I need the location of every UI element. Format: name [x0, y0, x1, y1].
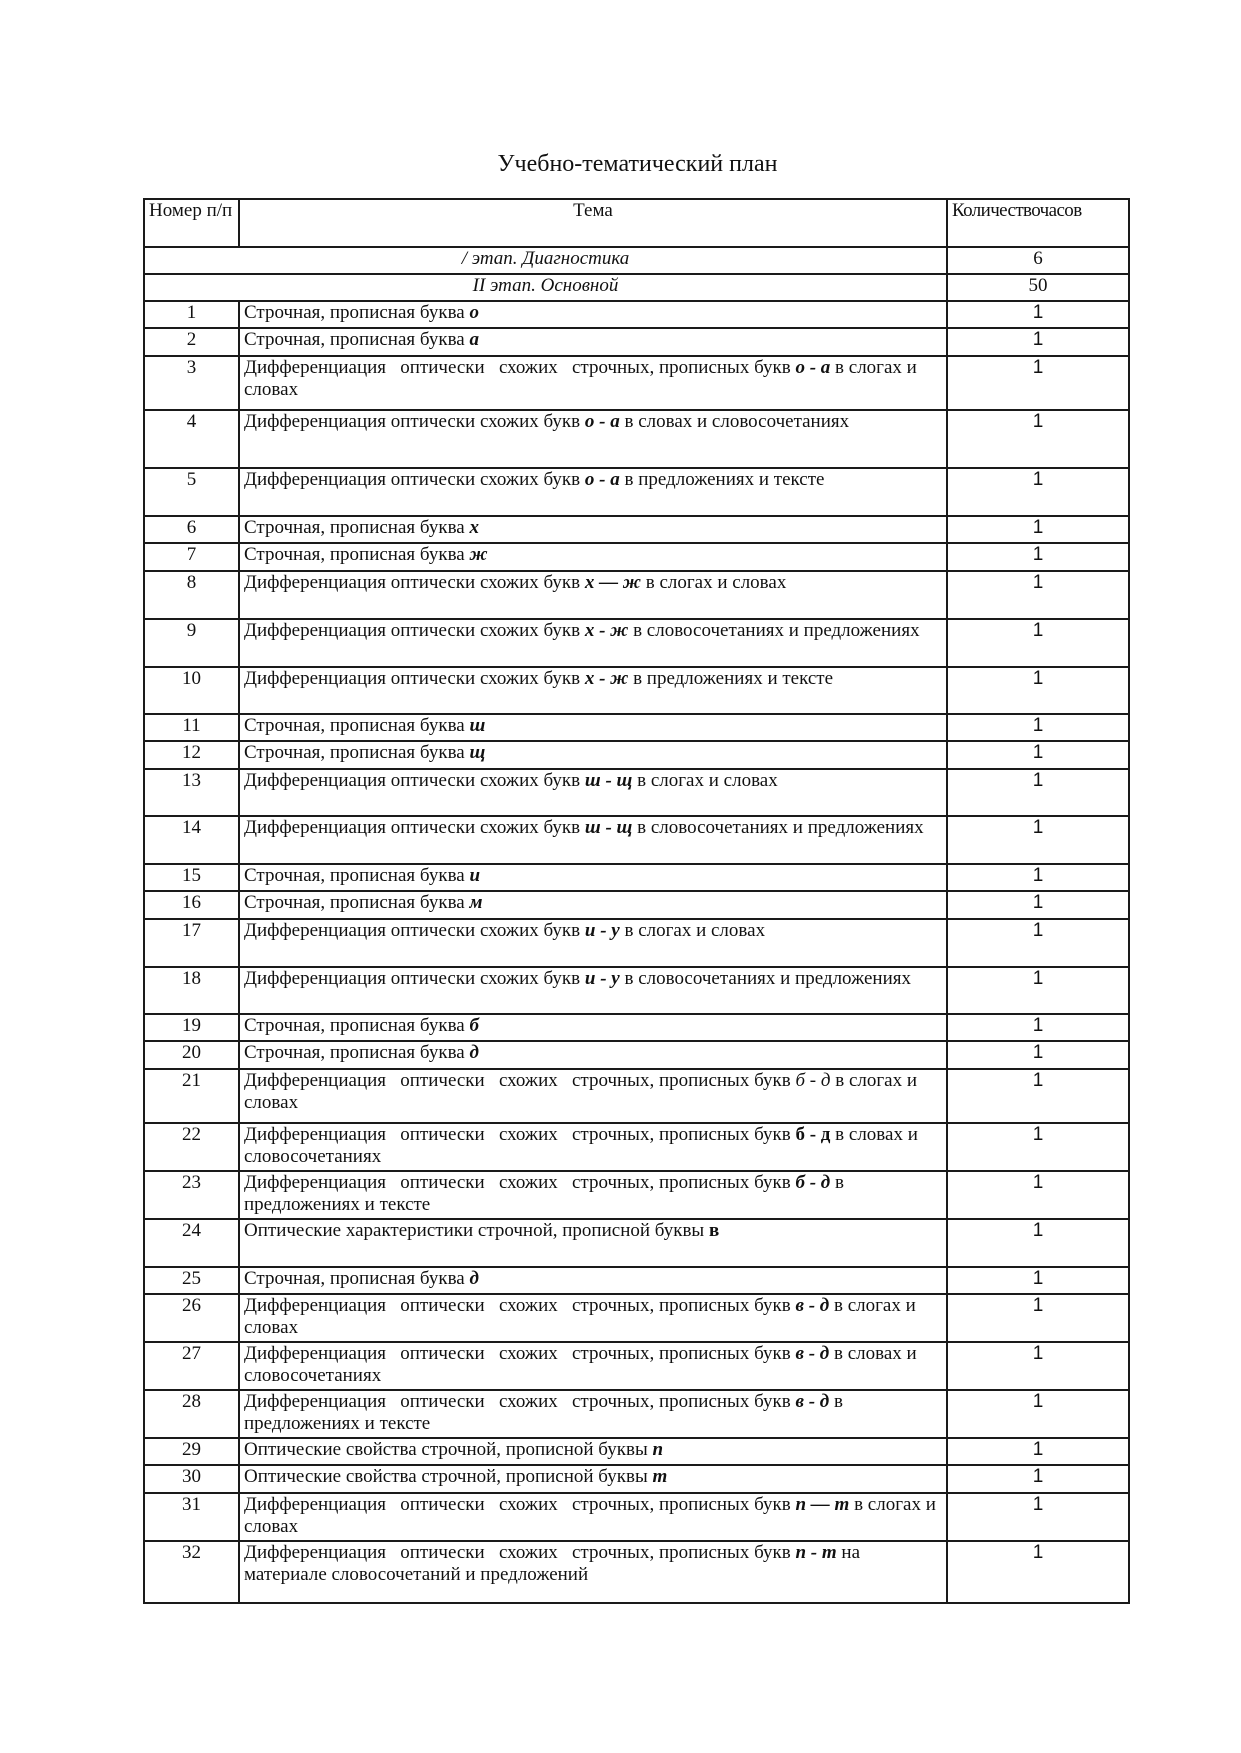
row-hours: 1: [947, 1267, 1129, 1294]
topic-text: Строчная, прописная буква: [244, 715, 470, 736]
topic-text-after: в слогах и словах: [640, 572, 787, 593]
row-hours: 1: [947, 769, 1129, 816]
table-row: [144, 919, 1129, 967]
table-row: [144, 516, 1129, 543]
row-hours: 1: [947, 1123, 1129, 1171]
table-row: [144, 356, 1129, 410]
row-hours: 1: [947, 1438, 1129, 1465]
topic-letters: ш - щ: [584, 770, 633, 791]
row-number: 25: [144, 1267, 239, 1294]
row-number: 4: [144, 410, 239, 468]
row-topic: [239, 571, 947, 619]
table-row: [144, 714, 1129, 741]
row-topic: [239, 619, 947, 667]
row-topic: [239, 1493, 947, 1541]
topic-letters: в - д: [795, 1391, 830, 1412]
topic-text: Строчная, прописная буква: [244, 302, 470, 323]
topic-letters: а: [469, 329, 479, 350]
row-topic: [239, 1294, 947, 1342]
row-hours: 1: [947, 468, 1129, 516]
row-number: 16: [144, 891, 239, 919]
topic-letters: в: [708, 1220, 720, 1241]
table-body: [144, 247, 1129, 1603]
row-hours: 1: [947, 356, 1129, 410]
topic-text-after: в предложениях и тексте: [619, 469, 825, 490]
topic-letters: д: [469, 1268, 479, 1289]
stage-hours: 50: [947, 274, 1129, 301]
row-number: 31: [144, 1493, 239, 1541]
row-topic: [239, 741, 947, 769]
row-number: 2: [144, 328, 239, 356]
page-title: Учебно-тематический план: [497, 151, 778, 177]
row-hours: 1: [947, 1342, 1129, 1390]
row-number: 18: [144, 967, 239, 1014]
topic-text-after: в словосочетаниях и предложениях: [628, 620, 920, 641]
topic-text-after: в предложениях и тексте: [244, 1172, 844, 1215]
topic-letters: х - ж: [584, 668, 629, 689]
topic-text: Дифференциация оптически схожих строчных, прописных букв: [244, 1070, 796, 1091]
topic-text: Строчная, прописная буква: [244, 544, 470, 565]
stage-name: / этап. Диагностика: [144, 247, 947, 274]
row-topic: [239, 1438, 947, 1465]
row-topic: [239, 667, 947, 714]
topic-text: Дифференциация оптически схожих букв: [244, 572, 585, 593]
row-number: 19: [144, 1014, 239, 1041]
topic-text-after: в предложениях и тексте: [628, 668, 834, 689]
topic-text: Дифференциация оптически схожих букв: [244, 620, 585, 641]
row-hours: 1: [947, 741, 1129, 769]
row-number: 28: [144, 1390, 239, 1438]
row-hours: 1: [947, 543, 1129, 571]
topic-text: Дифференциация оптически схожих букв: [244, 817, 585, 838]
row-topic: [239, 1041, 947, 1069]
table-row: [144, 1390, 1129, 1438]
topic-letters: п - т: [795, 1542, 837, 1563]
table-row: [144, 864, 1129, 891]
row-number: 8: [144, 571, 239, 619]
row-hours: 1: [947, 410, 1129, 468]
table-row: [144, 967, 1129, 1014]
table-row: [144, 410, 1129, 468]
row-hours: 1: [947, 714, 1129, 741]
table-row: [144, 1493, 1129, 1541]
topic-text: Строчная, прописная буква: [244, 1268, 470, 1289]
stage-row: [144, 247, 1129, 274]
row-topic: [239, 1219, 947, 1267]
row-topic: [239, 1465, 947, 1493]
row-topic: [239, 468, 947, 516]
topic-text-after: в словосочетаниях и предложениях: [619, 968, 911, 989]
row-hours: 1: [947, 1465, 1129, 1493]
topic-text-after: в слогах и словах: [244, 357, 917, 400]
row-topic: [239, 1171, 947, 1219]
row-hours: 1: [947, 1541, 1129, 1603]
topic-letters: ж: [469, 544, 488, 565]
row-topic: [239, 967, 947, 1014]
topic-letters: о: [469, 302, 479, 323]
row-number: 20: [144, 1041, 239, 1069]
row-hours: 1: [947, 619, 1129, 667]
row-number: 14: [144, 816, 239, 864]
table-row: [144, 1438, 1129, 1465]
topic-letters: х - ж: [584, 620, 629, 641]
row-hours: 1: [947, 891, 1129, 919]
row-number: 12: [144, 741, 239, 769]
row-hours: 1: [947, 1390, 1129, 1438]
table-row: [144, 1123, 1129, 1171]
topic-letters: в - д: [795, 1343, 830, 1364]
topic-letters: п: [652, 1439, 664, 1460]
topic-letters: в - д: [795, 1295, 830, 1316]
topic-text: Дифференциация оптически схожих строчных, прописных букв: [244, 357, 796, 378]
topic-text: Дифференциация оптически схожих строчных, прописных букв: [244, 1295, 796, 1316]
topic-text: Дифференциация оптически схожих букв: [244, 469, 585, 490]
row-number: 5: [144, 468, 239, 516]
topic-text-after: в слогах и словах: [244, 1494, 936, 1537]
topic-letters: о - а: [795, 357, 831, 378]
row-topic: [239, 1267, 947, 1294]
topic-text: Строчная, прописная буква: [244, 865, 470, 886]
topic-text: Дифференциация оптически схожих букв: [244, 968, 585, 989]
row-number: 21: [144, 1069, 239, 1123]
topic-letters: щ: [469, 742, 486, 763]
table-row: [144, 1541, 1129, 1603]
row-topic: [239, 891, 947, 919]
row-hours: 1: [947, 1171, 1129, 1219]
row-number: 32: [144, 1541, 239, 1603]
table-row: [144, 1171, 1129, 1219]
row-topic: [239, 516, 947, 543]
row-topic: [239, 714, 947, 741]
row-hours: 1: [947, 328, 1129, 356]
row-hours: 1: [947, 516, 1129, 543]
topic-letters: т: [652, 1466, 668, 1487]
table-row: [144, 1219, 1129, 1267]
row-hours: 1: [947, 967, 1129, 1014]
row-number: 23: [144, 1171, 239, 1219]
row-topic: [239, 919, 947, 967]
topic-letters: о - а: [584, 411, 620, 432]
thematic-plan-table: [143, 198, 1130, 1604]
topic-text: Дифференциация оптически схожих строчных, прописных букв: [244, 1542, 796, 1563]
row-topic: [239, 1541, 947, 1603]
row-topic: [239, 543, 947, 571]
row-number: 26: [144, 1294, 239, 1342]
row-hours: 1: [947, 571, 1129, 619]
table-row: [144, 543, 1129, 571]
row-topic: [239, 301, 947, 328]
table-row: [144, 816, 1129, 864]
topic-letters: х: [469, 517, 479, 538]
topic-text: Строчная, прописная буква: [244, 742, 470, 763]
row-hours: 1: [947, 1041, 1129, 1069]
topic-text-after: в слогах и словах: [244, 1070, 917, 1113]
row-topic: [239, 864, 947, 891]
row-topic: [239, 356, 947, 410]
row-number: 13: [144, 769, 239, 816]
topic-text: Дифференциация оптически схожих строчных, прописных букв: [244, 1343, 796, 1364]
row-number: 7: [144, 543, 239, 571]
row-number: 29: [144, 1438, 239, 1465]
column-header-topic: Тема: [239, 199, 947, 247]
topic-text-after: в словах и словосочетаниях: [619, 411, 850, 432]
topic-letters: б: [469, 1015, 479, 1036]
table-row: [144, 1267, 1129, 1294]
row-number: 30: [144, 1465, 239, 1493]
topic-letters: б - д: [795, 1070, 831, 1091]
row-number: 10: [144, 667, 239, 714]
table-row: [144, 891, 1129, 919]
topic-text: Дифференциация оптически схожих букв: [244, 770, 585, 791]
row-number: 9: [144, 619, 239, 667]
topic-text-after: в словосочетаниях и предложениях: [632, 817, 924, 838]
topic-text-after: в словах и словосочетаниях: [244, 1343, 917, 1386]
row-number: 17: [144, 919, 239, 967]
topic-text-after: в словах и словосочетаниях: [244, 1124, 918, 1167]
topic-text-after: на материале словосочетаний и предложений: [244, 1542, 861, 1585]
table-row: [144, 468, 1129, 516]
row-topic: [239, 1390, 947, 1438]
row-topic: [239, 1069, 947, 1123]
column-header-number: Номер п/п: [144, 199, 239, 247]
topic-text: Строчная, прописная буква: [244, 1015, 470, 1036]
topic-letters: м: [469, 892, 483, 913]
topic-letters: б - д: [795, 1172, 831, 1193]
topic-text: Дифференциация оптически схожих букв: [244, 920, 585, 941]
topic-text: Дифференциация оптически схожих букв: [244, 668, 585, 689]
topic-letters: б - д: [795, 1124, 831, 1145]
row-number: 15: [144, 864, 239, 891]
table-row: [144, 667, 1129, 714]
row-number: 27: [144, 1342, 239, 1390]
topic-text: Строчная, прописная буква: [244, 1042, 470, 1063]
table-row: [144, 1041, 1129, 1069]
table-row: [144, 571, 1129, 619]
row-hours: 1: [947, 667, 1129, 714]
row-hours: 1: [947, 816, 1129, 864]
row-hours: 1: [947, 919, 1129, 967]
row-number: 3: [144, 356, 239, 410]
topic-letters: и - у: [584, 920, 620, 941]
column-header-hours: Количествочасов: [947, 199, 1129, 247]
table-row: [144, 619, 1129, 667]
stage-row: [144, 274, 1129, 301]
row-topic: [239, 1014, 947, 1041]
topic-text: Строчная, прописная буква: [244, 517, 470, 538]
row-number: 11: [144, 714, 239, 741]
row-number: 6: [144, 516, 239, 543]
topic-letters: и - у: [584, 968, 620, 989]
table-row: [144, 1294, 1129, 1342]
table-row: [144, 741, 1129, 769]
row-topic: [239, 1123, 947, 1171]
topic-letters: х — ж: [584, 572, 641, 593]
row-topic: [239, 1342, 947, 1390]
row-hours: 1: [947, 301, 1129, 328]
topic-letters: д: [469, 1042, 479, 1063]
table-row: [144, 301, 1129, 328]
row-number: 24: [144, 1219, 239, 1267]
topic-text-after: в слогах и словах: [632, 770, 778, 791]
stage-name: II этап. Основной: [144, 274, 947, 301]
topic-letters: ш: [469, 715, 486, 736]
row-hours: 1: [947, 864, 1129, 891]
row-number: 1: [144, 301, 239, 328]
topic-letters: и: [469, 865, 481, 886]
row-number: 22: [144, 1123, 239, 1171]
table-row: [144, 328, 1129, 356]
row-hours: 1: [947, 1493, 1129, 1541]
topic-text: Дифференциация оптически схожих строчных, прописных букв: [244, 1494, 796, 1515]
topic-text-after: в предложениях и тексте: [244, 1391, 843, 1434]
topic-text-after: в слогах и словах: [619, 920, 766, 941]
row-topic: [239, 328, 947, 356]
topic-text: Дифференциация оптически схожих строчных, прописных букв: [244, 1391, 796, 1412]
row-topic: [239, 410, 947, 468]
row-topic: [239, 769, 947, 816]
row-hours: 1: [947, 1219, 1129, 1267]
topic-letters: ш - щ: [584, 817, 633, 838]
table-row: [144, 1014, 1129, 1041]
topic-letters: о - а: [584, 469, 620, 490]
topic-text: Дифференциация оптически схожих строчных, прописных букв: [244, 1124, 796, 1145]
topic-text: Оптические свойства строчной, прописной буквы: [244, 1439, 653, 1460]
topic-text-after: в слогах и словах: [244, 1295, 916, 1338]
topic-text: Дифференциация оптически схожих букв: [244, 411, 585, 432]
table-row: [144, 1069, 1129, 1123]
table-header-row: [144, 199, 1129, 247]
row-topic: [239, 816, 947, 864]
table-row: [144, 1342, 1129, 1390]
row-hours: 1: [947, 1014, 1129, 1041]
topic-letters: п — т: [795, 1494, 850, 1515]
topic-text: Дифференциация оптически схожих строчных, прописных букв: [244, 1172, 796, 1193]
table-row: [144, 769, 1129, 816]
table-row: [144, 1465, 1129, 1493]
stage-hours: 6: [947, 247, 1129, 274]
row-hours: 1: [947, 1294, 1129, 1342]
topic-text: Строчная, прописная буква: [244, 892, 470, 913]
topic-text: Оптические характеристики строчной, прописной буквы: [244, 1220, 709, 1241]
topic-text: Строчная, прописная буква: [244, 329, 470, 350]
topic-text: Оптические свойства строчной, прописной буквы: [244, 1466, 653, 1487]
row-hours: 1: [947, 1069, 1129, 1123]
